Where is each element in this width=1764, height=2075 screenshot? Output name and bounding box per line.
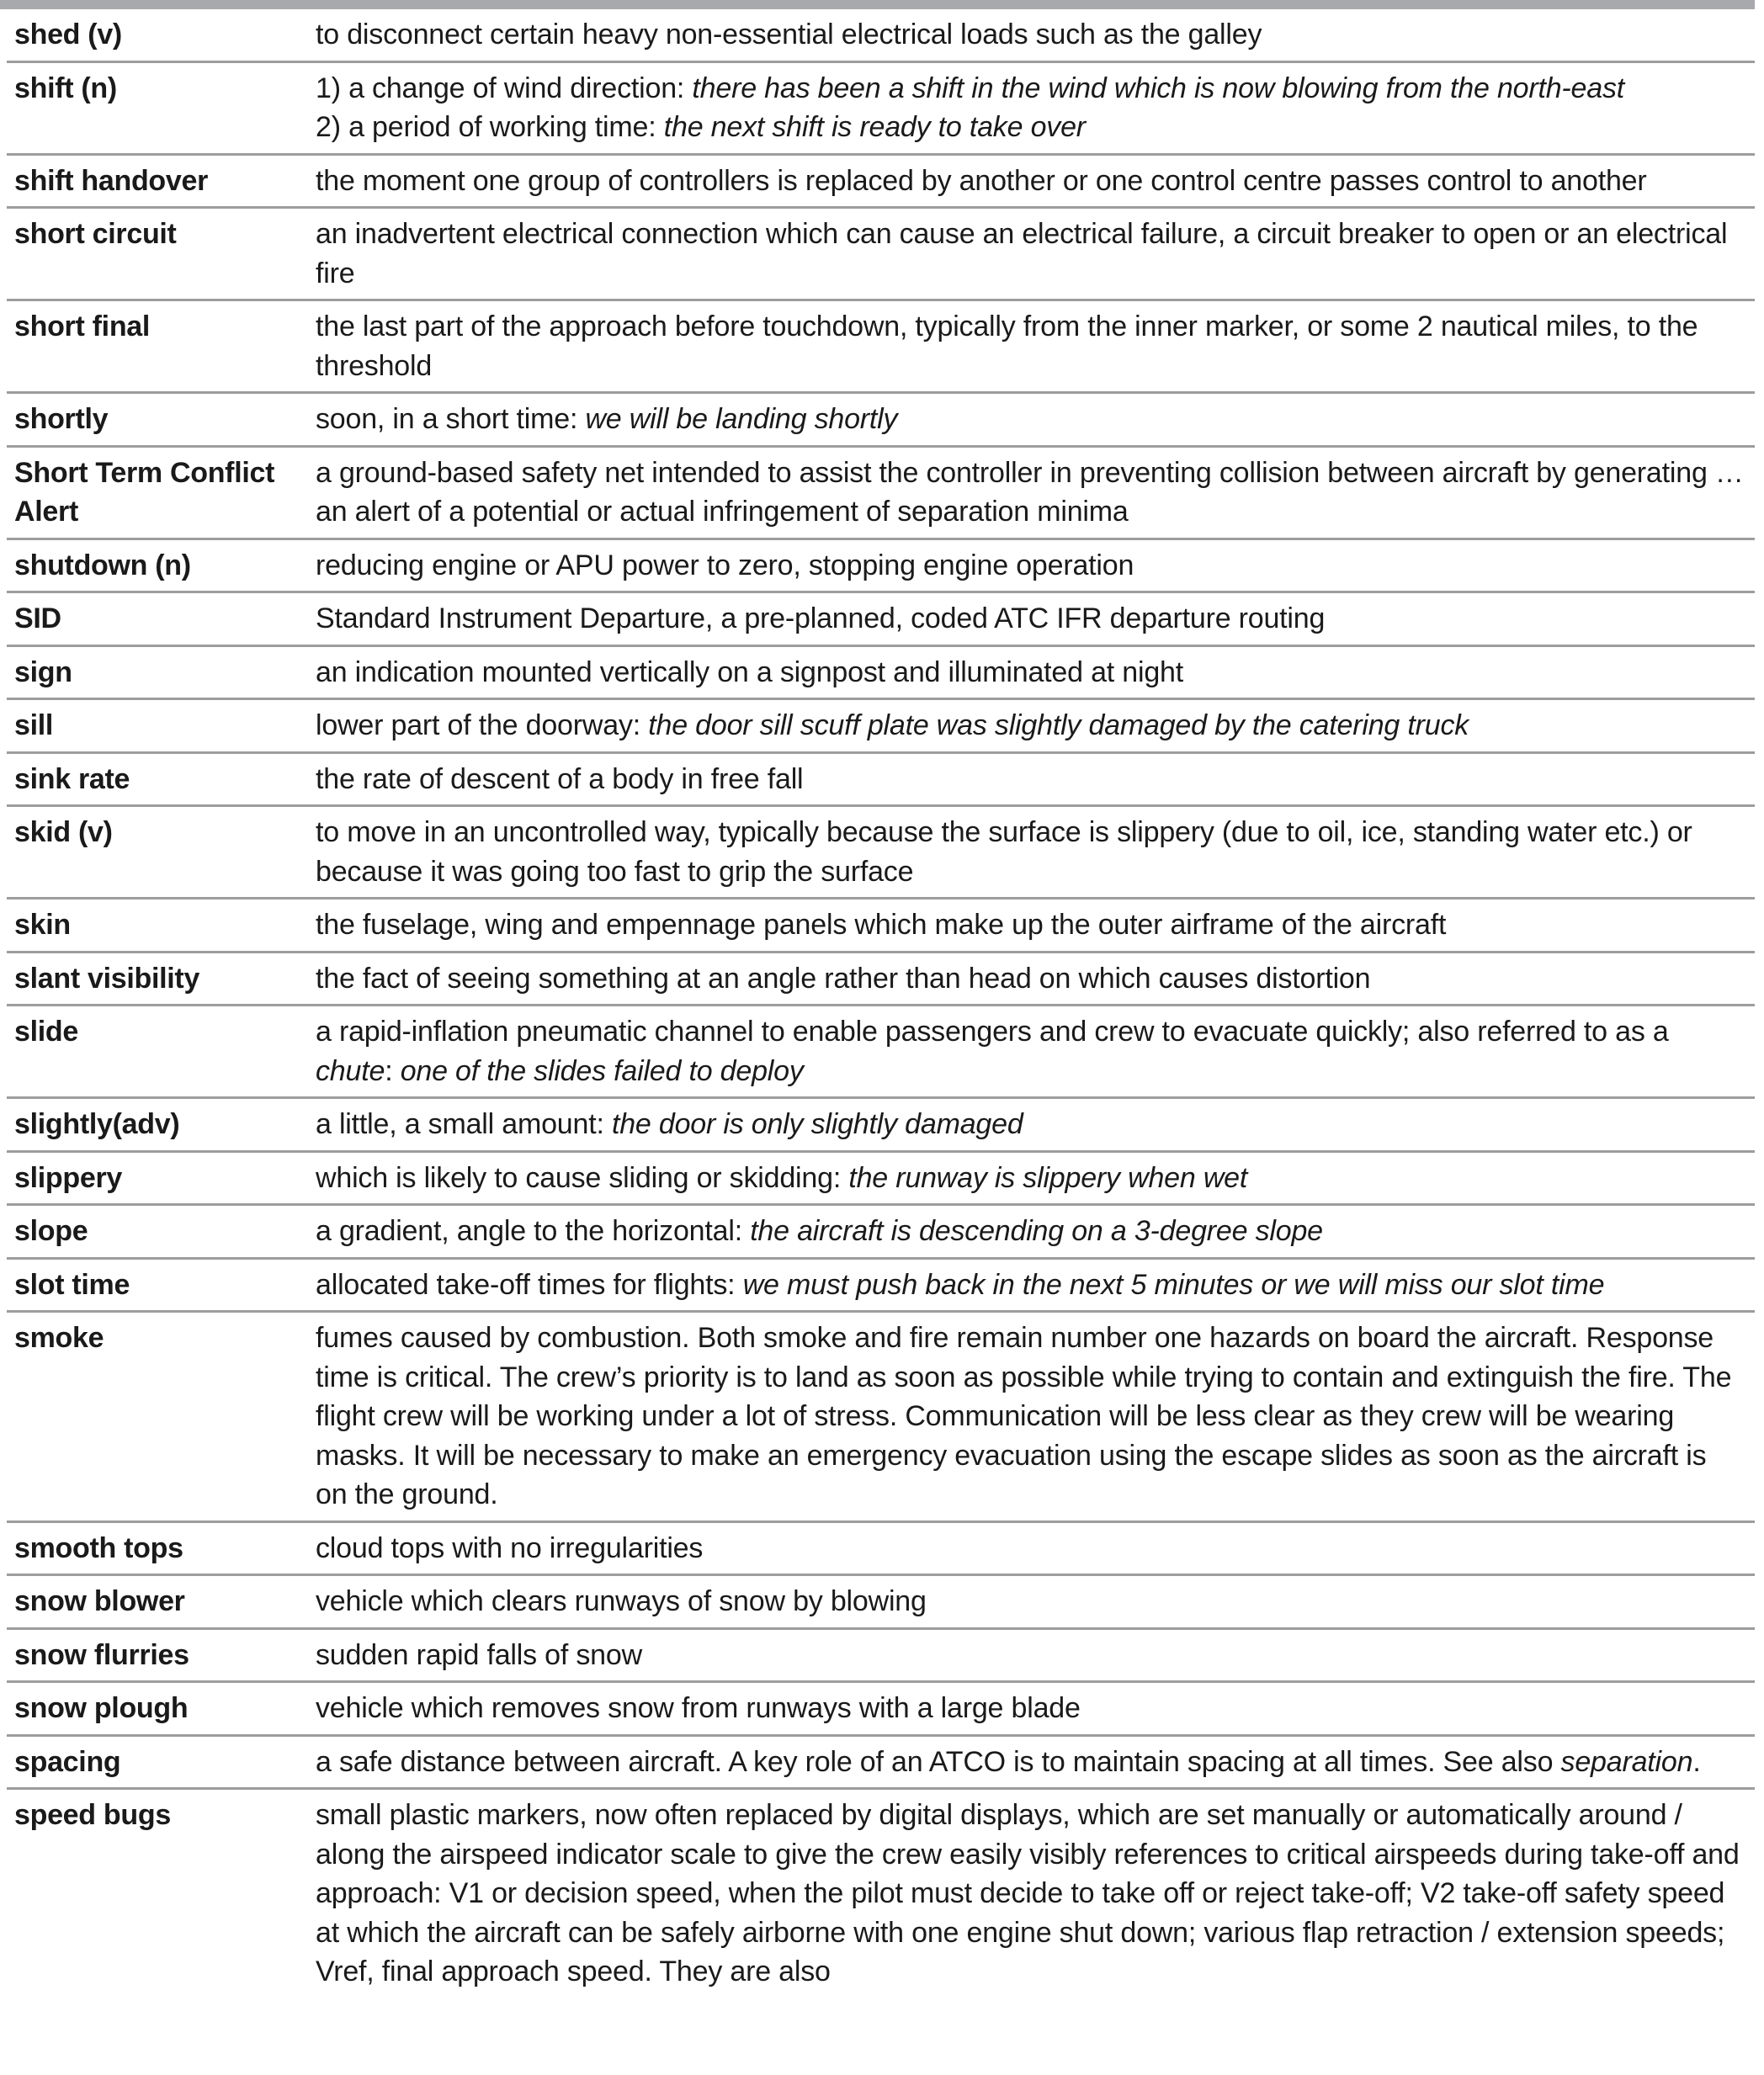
definition-line [316,1012,1745,1091]
glossary-term: skid (v) [14,816,113,848]
definition-text: Standard Instrument Departure, a pre-planned, coded ATC IFR departure routing [316,602,1326,634]
glossary-term: skin [14,909,71,941]
glossary-term: slippery [14,1161,122,1194]
glossary-term: sill [14,709,54,741]
glossary-term: slot time [14,1268,130,1301]
glossary-definition [316,653,1755,693]
definition-line [316,905,1745,945]
glossary-definition [316,1796,1755,1992]
glossary-term: shift (n) [14,72,117,104]
definition-text: cloud tops with no irregularities [316,1531,704,1564]
glossary-row [7,540,1755,594]
definition-line [316,1796,1745,1992]
definition-line [316,1319,1745,1515]
glossary-row [7,1576,1755,1630]
definition-line [316,1266,1745,1305]
glossary-definition [316,1105,1755,1144]
glossary-definition [316,215,1755,293]
glossary-definition [316,959,1755,999]
glossary-definition [316,1212,1755,1251]
definition-text: fumes caused by combustion. Both smoke and fire remain number one hazards on board the aircraft. Response time is critical. The crew’s priority is to land as soon as possible while trying to contain and extinguish the fire. The flight crew will be working under a lot of stress. Communication will be less clear as they crew will be wearing masks. It will be necessary to make an emergency evacuation using the escape slides as soon as the aircraft is on the ground. [316,1322,1732,1510]
example-text: the runway is slippery when wet [848,1161,1248,1194]
glossary-definition [316,15,1755,55]
example-text: the aircraft is descending on a 3-degree slope [750,1215,1323,1247]
glossary-term: short final [14,310,151,342]
glossary-definition [316,546,1755,586]
glossary-definition [316,307,1755,385]
glossary-term: Short Term Conflict Alert [14,456,275,528]
glossary-row [7,1790,1755,1998]
definition-text: an indication mounted vertically on a signpost and illuminated at night [316,655,1184,688]
glossary-row [7,448,1755,540]
example-text: the door is only slightly damaged [611,1108,1023,1140]
definition-line [316,1212,1745,1251]
glossary-term: shortly [14,403,109,435]
glossary-row [7,209,1755,301]
glossary-definition [316,1743,1755,1782]
definition-text: a little, a small amount: [316,1108,612,1140]
definition-line [316,1159,1745,1198]
glossary-row [7,301,1755,394]
definition-line [316,813,1745,891]
example-text: separation [1560,1745,1693,1778]
glossary-row [7,9,1755,63]
glossary-term: SID [14,602,61,634]
definition-line [316,653,1745,693]
glossary-row [7,394,1755,448]
glossary-definition [316,454,1755,532]
definition-line [316,1689,1745,1728]
definition-text: allocated take-off times for flights: [316,1268,743,1301]
definition-text: the fact of seeing something at an angle rather than head on which causes distortion [316,962,1371,995]
glossary-row [7,156,1755,210]
glossary-term: smooth tops [14,1531,183,1564]
definition-text: 1) a change of wind direction: [316,72,693,104]
definition-line [316,1743,1745,1782]
top-rule [0,0,1755,9]
glossary-row [7,953,1755,1007]
definition-line [316,1582,1745,1621]
definition-text: to move in an uncontrolled way, typically because the surface is slippery (due to oil, ice, standing water etc.) or because it was going too fast to grip the surface [316,816,1692,888]
definition-text: soon, in a short time: [316,403,586,435]
glossary-row [7,754,1755,808]
definition-line [316,15,1745,55]
glossary-row [7,1313,1755,1523]
example-text: there has been a shift in the wind which is now blowing from the north-east [692,72,1625,104]
glossary-definition [316,813,1755,891]
glossary-term: short circuit [14,218,177,250]
glossary-row [7,593,1755,647]
glossary-definition [316,1529,1755,1568]
definition-text: a gradient, angle to the horizontal: [316,1215,751,1247]
definition-line [316,959,1745,999]
definition-text: 2) a period of working time: [316,111,664,143]
example-text: the door sill scuff plate was slightly damaged by the catering truck [648,709,1469,741]
definition-text: a safe distance between aircraft. A key role of an ATCO is to maintain spacing at all times. See also [316,1745,1561,1778]
definition-text: vehicle which removes snow from runways with a large blade [316,1692,1081,1724]
example-text: we must push back in the next 5 minutes or we will miss our slot time [742,1268,1605,1301]
example-text: one of the slides failed to deploy [400,1054,804,1087]
glossary-term: sink rate [14,762,130,795]
glossary-term: speed bugs [14,1799,171,1831]
glossary-term: shutdown (n) [14,549,191,581]
glossary-term: smoke [14,1322,104,1354]
definition-text: reducing engine or APU power to zero, stopping engine operation [316,549,1134,581]
glossary-definition [316,1689,1755,1728]
glossary-row [7,1206,1755,1260]
glossary-term: slope [14,1215,88,1247]
example-text: we will be landing shortly [585,403,898,435]
glossary-term: snow flurries [14,1638,189,1671]
glossary-row [7,900,1755,953]
definition-line [316,706,1745,746]
definition-text: lower part of the doorway: [316,709,649,741]
definition-text: the rate of descent of a body in free fall [316,762,804,795]
definition-text: vehicle which clears runways of snow by blowing [316,1585,927,1617]
definition-text: : [385,1054,401,1087]
definition-text: small plastic markers, now often replaced by digital displays, which are set manually or automatically around / along the airspeed indicator scale to give the crew easily visibly references to critical airspeeds during take-off and approach: V1 or decision speed, when the pilot must decide to take off or reject take-off; V2 take-off safety speed at which the aircraft can be safely airborne with one engine shut down; various flap retraction / extension speeds; Vref, final approach speed. They are also [316,1799,1740,1987]
glossary-definition [316,1012,1755,1091]
glossary-definition [316,162,1755,201]
definition-text: an inadvertent electrical connection which can cause an electrical failure, a circuit breaker to open or an electrical fire [316,218,1728,289]
glossary-term: slant visibility [14,962,200,995]
definition-text: a rapid-inflation pneumatic channel to enable passengers and crew to evacuate quickly; also referred to as a [316,1016,1669,1048]
definition-line [316,1105,1745,1144]
definition-text: . [1692,1745,1701,1778]
glossary-row [7,807,1755,900]
glossary-row [7,1523,1755,1577]
glossary-row [7,647,1755,701]
glossary-definition [316,1636,1755,1675]
glossary-definition [316,1582,1755,1621]
definition-text: the last part of the approach before touchdown, typically from the inner marker, or some 2 nautical miles, to the threshold [316,310,1698,382]
glossary-row [7,1260,1755,1313]
glossary-definition [316,69,1755,147]
glossary-term: sign [14,655,72,688]
definition-line [316,69,1745,109]
glossary-definition [316,760,1755,799]
glossary-definition [316,1319,1755,1515]
definition-line [316,400,1745,439]
definition-text: the fuselage, wing and empennage panels which make up the outer airframe of the aircraft [316,909,1447,941]
definition-line [316,599,1745,639]
glossary-row [7,1737,1755,1791]
definition-text: the moment one group of controllers is replaced by another or one control centre passes control to another [316,164,1647,197]
glossary-term: slightly(adv) [14,1108,180,1140]
glossary-definition [316,706,1755,746]
glossary-row [7,1006,1755,1099]
definition-line [316,1529,1745,1568]
definition-text: which is likely to cause sliding or skidding: [316,1161,849,1194]
glossary-table [0,9,1755,1998]
example-text: the next shift is ready to take over [663,111,1086,143]
definition-line [316,760,1745,799]
example-text: chute [316,1054,385,1087]
definition-line [316,1636,1745,1675]
definition-line [316,108,1745,147]
glossary-term: shed (v) [14,19,122,50]
glossary-term: spacing [14,1745,121,1778]
glossary-term: slide [14,1016,78,1048]
definition-text: a ground-based safety net intended to assist the controller in preventing collision between aircraft by generating …an alert of a potential or actual infringement of separation minima [316,456,1744,528]
definition-line [316,454,1745,532]
glossary-term: snow blower [14,1585,185,1617]
glossary-definition [316,400,1755,439]
definition-line [316,546,1745,586]
definition-line [316,162,1745,201]
definition-line [316,307,1745,385]
glossary-row [7,700,1755,754]
glossary-definition [316,905,1755,945]
glossary-row [7,1683,1755,1737]
glossary-row [7,1099,1755,1153]
glossary-row [7,63,1755,156]
glossary-term: shift handover [14,164,209,197]
glossary-definition [316,1159,1755,1198]
definition-text: to disconnect certain heavy non-essential electrical loads such as the galley [316,19,1262,50]
glossary-definition [316,1266,1755,1305]
glossary-definition [316,599,1755,639]
glossary-term: snow plough [14,1692,189,1724]
glossary-row [7,1630,1755,1684]
definition-text: sudden rapid falls of snow [316,1638,642,1671]
definition-line [316,215,1745,293]
glossary-row [7,1153,1755,1207]
